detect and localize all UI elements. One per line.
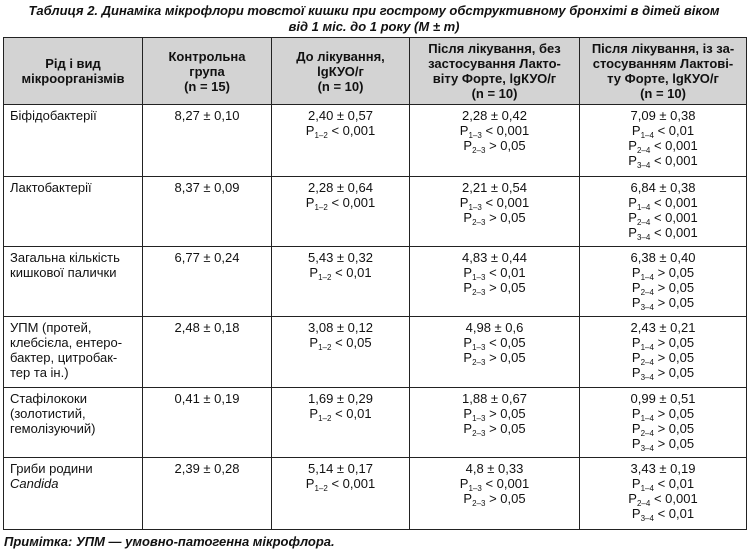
p-value: $P_{2-4} < 0,001$ [628, 491, 698, 508]
organism-name: Біфідобактерії [4, 105, 143, 177]
p-value: $P_{2-3} > 0,05$ [463, 350, 526, 367]
p-value: $P_{2-3} > 0,05$ [463, 421, 526, 438]
organism-name: Гриби родини Candida [4, 458, 143, 530]
before-cell [272, 177, 410, 247]
p-value: $P_{2-3} > 0,05$ [463, 491, 526, 508]
without-value: 4,98 ± 0,6 [465, 320, 524, 335]
organism-name: Загальна кількість кишкової палички [4, 247, 143, 317]
control-value: 8,27 ± 0,10 [143, 105, 272, 177]
header-after-with: Після лікування, із за- стосуванням Лактові- ту Форте, lgКУО/г (n = 10) [580, 38, 747, 105]
p-value: $P_{1-4} > 0,05$ [631, 406, 695, 423]
organism-name: Лактобактерії [4, 177, 143, 247]
before-cell [272, 458, 410, 530]
p-value: $P_{2-4} > 0,05$ [631, 421, 695, 438]
p-value: $P_{1-3} < 0,001$ [459, 195, 530, 212]
without-value: 4,83 ± 0,44 [462, 250, 527, 265]
p-value: $P_{3-4} > 0,05$ [631, 295, 695, 312]
before-value: 5,43 ± 0,32 [308, 250, 373, 265]
p-value: $P_{1-4} < 0,01$ [631, 476, 695, 493]
header-control: Контрольна група (n = 15) [143, 38, 272, 105]
with-value: 7,09 ± 0,38 [630, 108, 696, 123]
header-row [4, 38, 747, 105]
p-value: $P_{2-4} > 0,05$ [631, 280, 695, 297]
p-value: $P_{1-4} > 0,05$ [631, 335, 695, 352]
control-value: 2,39 ± 0,28 [143, 458, 272, 530]
organism-name: УПМ (протей, клебсієла, ентеро- бактер, цитробак- тер та ін.) [4, 317, 143, 388]
p-value: $P_{2-4} < 0,001$ [628, 210, 698, 227]
table-row [4, 458, 747, 530]
header-after-without: Після лікування, без застосування Лакто- віту Форте, lgКУО/г (n = 10) [410, 38, 580, 105]
with-cell [580, 458, 747, 530]
before-value: 2,40 ± 0,57 [308, 108, 373, 123]
p-value: $P_{1-2} < 0,001$ [305, 476, 376, 493]
without-cell [410, 388, 580, 458]
table-row [4, 177, 747, 247]
with-value: 2,43 ± 0,21 [630, 320, 696, 335]
before-cell [272, 388, 410, 458]
without-cell [410, 177, 580, 247]
p-value: $P_{1-2} < 0,05$ [309, 335, 372, 352]
p-value: $P_{1-3} < 0,001$ [459, 123, 530, 140]
p-value: $P_{2-3} > 0,05$ [463, 280, 526, 297]
with-cell [580, 105, 747, 177]
without-value: 4,8 ± 0,33 [465, 461, 524, 476]
p-value: $P_{1-3} < 0,001$ [459, 476, 530, 493]
before-cell [272, 247, 410, 317]
microflora-table [3, 37, 747, 530]
p-value: $P_{3-4} < 0,001$ [628, 153, 698, 170]
p-value: $P_{1-4} > 0,05$ [631, 265, 695, 282]
p-value: $P_{2-4} > 0,05$ [631, 350, 695, 367]
p-value: $P_{1-2} < 0,001$ [305, 195, 376, 212]
p-value: $P_{2-3} > 0,05$ [463, 210, 526, 227]
table-caption [4, 3, 744, 35]
caption-line-2: від 1 міс. до 1 року (M ± m) [288, 19, 460, 34]
without-cell [410, 247, 580, 317]
with-cell [580, 247, 747, 317]
header-organism: Рід і вид мікроорганізмів [4, 38, 143, 105]
without-value: 2,28 ± 0,42 [462, 108, 527, 123]
p-value: $P_{1-2} < 0,01$ [309, 406, 372, 423]
before-value: 3,08 ± 0,12 [308, 320, 373, 335]
p-value: $P_{1-2} < 0,001$ [305, 123, 376, 140]
with-value: 0,99 ± 0,51 [630, 391, 696, 406]
table-row [4, 317, 747, 388]
control-value: 8,37 ± 0,09 [143, 177, 272, 247]
control-value: 0,41 ± 0,19 [143, 388, 272, 458]
p-value: $P_{3-4} < 0,001$ [628, 225, 698, 242]
p-value: $P_{1-3} < 0,05$ [463, 335, 526, 352]
p-value: $P_{1-4} < 0,001$ [628, 195, 698, 212]
p-value: $P_{1-3} > 0,05$ [463, 406, 526, 423]
caption-line-1: Таблиця 2. Динаміка мікрофлори товстої кишки при гострому обструктивному бронхіті в дітей віком [28, 3, 720, 18]
table-note: Примітка: УПМ — умовно-патогенна мікрофлора. [4, 534, 335, 549]
p-value: $P_{3-4} > 0,05$ [631, 436, 695, 453]
organism-name: Стафілококи (золотистий, гемолізуючий) [4, 388, 143, 458]
before-value: 1,69 ± 0,29 [308, 391, 373, 406]
before-value: 2,28 ± 0,64 [308, 180, 373, 195]
without-value: 1,88 ± 0,67 [462, 391, 527, 406]
with-cell [580, 388, 747, 458]
p-value: $P_{1-4} < 0,01$ [631, 123, 695, 140]
header-before: До лікування, lgКУО/г (n = 10) [272, 38, 410, 105]
control-value: 2,48 ± 0,18 [143, 317, 272, 388]
table-row [4, 105, 747, 177]
without-value: 2,21 ± 0,54 [462, 180, 527, 195]
before-value: 5,14 ± 0,17 [308, 461, 373, 476]
with-value: 3,43 ± 0,19 [630, 461, 696, 476]
table-row [4, 388, 747, 458]
with-value: 6,38 ± 0,40 [630, 250, 696, 265]
control-value: 6,77 ± 0,24 [143, 247, 272, 317]
p-value: $P_{3-4} < 0,01$ [631, 506, 695, 523]
p-value: $P_{3-4} > 0,05$ [631, 365, 695, 382]
p-value: $P_{1-2} < 0,01$ [309, 265, 372, 282]
without-cell [410, 458, 580, 530]
p-value: $P_{2-3} > 0,05$ [463, 138, 526, 155]
with-cell [580, 177, 747, 247]
before-cell [272, 317, 410, 388]
p-value: $P_{2-4} < 0,001$ [628, 138, 698, 155]
without-cell [410, 317, 580, 388]
without-cell [410, 105, 580, 177]
p-value: $P_{1-3} < 0,01$ [463, 265, 526, 282]
with-cell [580, 317, 747, 388]
table-row [4, 247, 747, 317]
before-cell [272, 105, 410, 177]
with-value: 6,84 ± 0,38 [630, 180, 696, 195]
